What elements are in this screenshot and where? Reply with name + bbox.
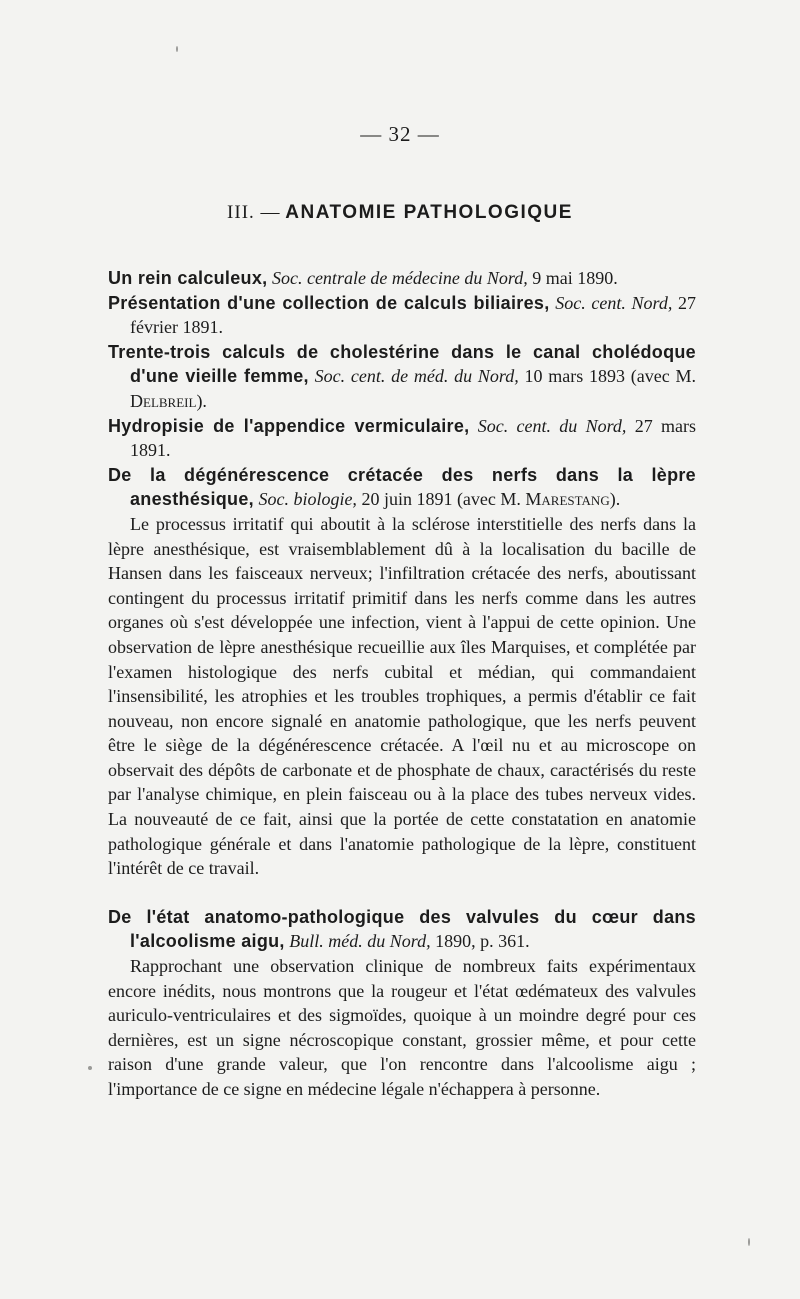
- publication-entry: [108, 340, 696, 414]
- entry-journal: Soc. cent. de méd. du Nord,: [314, 366, 519, 387]
- entry-ref-end: ).: [609, 489, 621, 510]
- entry-date: 27 février 1891.: [130, 292, 697, 338]
- entry-date: 9 mai 1890.: [532, 268, 618, 288]
- publication-entry: [108, 463, 696, 512]
- entry-summary: Rapprochant une observation clinique de nombreux faits expérimentaux encore inédits, nous montrons que la rougeur et l'état œdémateux des valvules auriculo-ventriculaires et des sigmoïdes, quoique à un moindre degré pour ces dernières, est un signe nécroscopique constant, grossier même, et pour cette raison d'une grande valeur, que l'on rencontre dans l'alcoolisme aigu ; l'importance de ce signe en médecine légale n'échappera à personne.: [108, 956, 696, 1099]
- entry-ref-end: ).: [196, 390, 207, 411]
- publication-entry: [108, 266, 696, 291]
- entry-title: De l'état anatomo-pathologique des valvules du cœur dans l'alcoolisme aigu,: [108, 906, 696, 952]
- publication-entry: [108, 414, 696, 463]
- section-title: [0, 202, 800, 224]
- paper-speck: [88, 1066, 92, 1070]
- entry-date: 20 juin 1891 (avec M.: [361, 489, 521, 510]
- paper-speck: [176, 46, 178, 52]
- entry-journal: Soc. cent. Nord,: [555, 292, 673, 313]
- entry-date: 27 mars 1891.: [130, 415, 697, 461]
- section-roman-numeral: III. —: [227, 202, 281, 223]
- publication-list: [108, 266, 696, 1102]
- page-number: — 32 —: [360, 122, 440, 146]
- entry-summary: Le processus irritatif qui aboutit à la sclérose interstitielle des nerfs dans la lèpre anesthésique, est vraisemblablement dû à la localisation du bacille de Hansen dans les faisceaux nerveux; l'infiltration crétacée des nerfs, aboutissant contingent du processus irritatif primitif dans les nerfs comme dans les autres organes où s'est développée une infection, vient à l'appui de cette opinion. Une observation de lèpre anesthésique recueillie aux îles Marquises, et complétée par l'examen histologique des nerfs cubital et médian, qui commandaient l'insensibilité, les atrophies et les troubles trophiques, a permis d'établir ce fait nouveau, non encore signalé en anatomie pathologique, que les nerfs peuvent être le siège de la dégénérescence crétacée. A l'œil nu et au microscope on observait des dépôts de carbonate et de phosphate de chaux, caractérisés du reste par l'analyse chimique, en plein faisceau ou à la place des tubes nerveux vides. La nouveauté de ce fait, ainsi que la portée de cette constatation en anatomie pathologique générale et dans l'anatomie pathologique de la lèpre, constituent l'intérêt de ce travail.: [108, 513, 696, 879]
- publication-entry: [108, 905, 696, 954]
- entry-journal: Bull. méd. du Nord,: [289, 931, 431, 952]
- paper-speck: [748, 1238, 750, 1246]
- entry-title: De la dégénérescence crétacée des nerfs dans la lèpre anesthésique,: [108, 464, 696, 510]
- entry-date: 10 mars 1893 (avec M.: [524, 366, 696, 387]
- section-title-text: ANATOMIE PATHOLOGIQUE: [285, 202, 573, 223]
- entry-title: Un rein calculeux,: [108, 268, 268, 288]
- entry-title: Trente-trois calculs de cholestérine dans le canal cholédoque d'une vieille femme,: [108, 341, 696, 387]
- entry-journal: Soc. cent. du Nord,: [477, 415, 627, 436]
- publication-entry: [108, 291, 696, 340]
- entry-title: Hydropisie de l'appendice vermiculaire,: [108, 415, 470, 436]
- entry-journal: Soc. biologie,: [258, 489, 357, 510]
- entry-date: 1890, p. 361.: [435, 931, 530, 952]
- section-spacer: [108, 881, 696, 905]
- entry-coauthor: Marestang: [525, 489, 610, 510]
- entry-journal: Soc. centrale de médecine du Nord,: [271, 268, 528, 288]
- entry-title: Présentation d'une collection de calculs biliaires,: [108, 292, 550, 313]
- entry-coauthor: Delbreil: [130, 390, 197, 411]
